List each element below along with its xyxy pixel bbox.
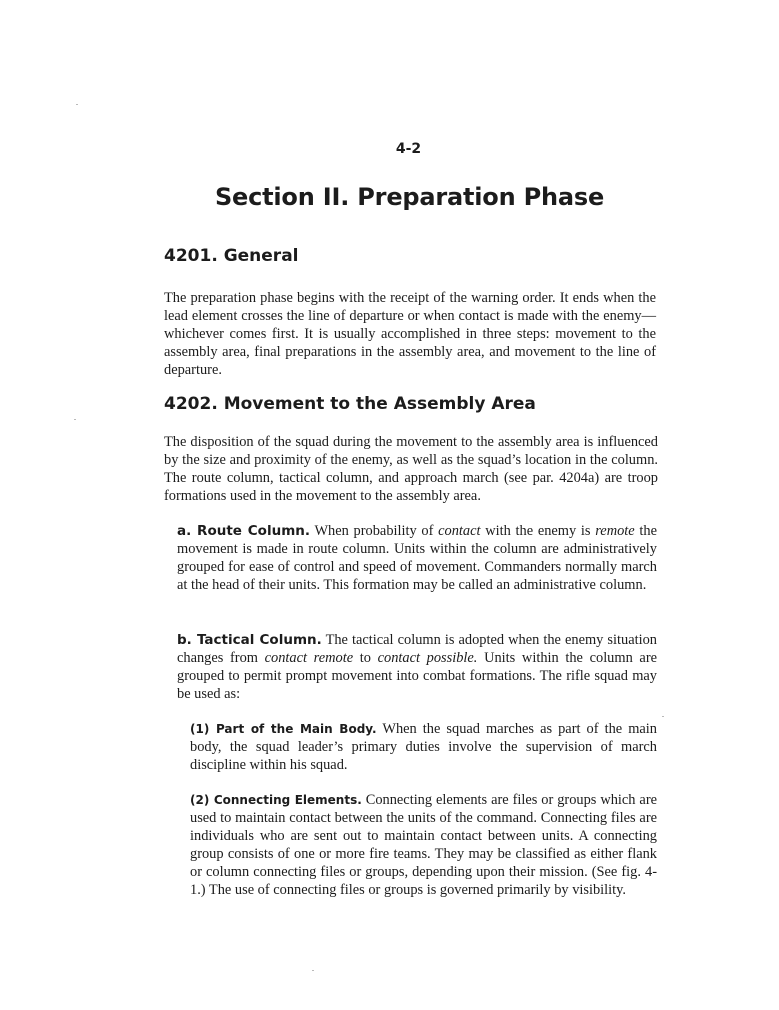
- heading-4201: 4201. General: [164, 246, 299, 266]
- route-column-label: a. Route Column.: [177, 523, 311, 539]
- scan-speck: [662, 716, 664, 717]
- connecting-elements-label: (2) Connecting Elements.: [190, 793, 362, 807]
- tactical-column-text-1: The tactical column is adopted when the enemy situation changes from: [177, 632, 657, 666]
- route-column-em-1: contact: [438, 523, 481, 539]
- route-column-text-1: When probability of: [310, 523, 439, 539]
- tactical-column-em-2: contact possible.: [377, 650, 478, 666]
- tactical-column-em-1: contact remote: [264, 650, 354, 666]
- main-body-label: (1) Part of the Main Body.: [190, 722, 377, 736]
- paragraph-4202: The disposition of the squad during the movement to the assembly area is influenced by the size and proximity of the enemy, as well as the squad’s location in the column. The route column, tactical column, and approach march (see par. 4204a) are troop formations used in the movement to the assembly area.: [164, 434, 658, 504]
- tactical-column-text-3: Units within the column are grouped to permit prompt movement into combat formations. The rifle squad may be used as:: [177, 650, 657, 702]
- paragraph-4201: The preparation phase begins with the receipt of the warning order. It ends when the lead element crosses the line of departure or when contact is made with the enemy—whichever comes first. It is usually accomplished in three steps: movement to the assembly area, final preparations in the assembly area, and movement to the line of departure.: [164, 290, 656, 378]
- tactical-column-label: b. Tactical Column.: [177, 632, 322, 648]
- item-part-of-main-body: [190, 720, 657, 774]
- subparagraph-tactical-column: [177, 631, 657, 703]
- item-connecting-elements: [190, 791, 657, 899]
- route-column-text-2: with the enemy is: [480, 523, 596, 539]
- scan-speck: [74, 419, 76, 420]
- route-column-em-2: remote: [595, 523, 635, 539]
- subparagraph-route-column: [177, 522, 657, 594]
- main-body-text: When the squad marches as part of the main body, the squad leader’s primary duties involve the supervision of march discipline within his squad.: [190, 721, 657, 773]
- scan-speck: [312, 970, 314, 971]
- route-column-text-3: the movement is made in route column. Units within the column are administratively grouped for ease of control and speed of movement. Commanders normally march at the head of their units. This formation may be called an administrative column.: [177, 523, 657, 593]
- section-title: Section II. Preparation Phase: [214, 183, 605, 211]
- scan-speck: [76, 104, 78, 105]
- tactical-column-text-2: to: [353, 650, 378, 666]
- page-number: 4-2: [395, 141, 422, 157]
- connecting-elements-text: Connecting elements are files or groups which are used to maintain contact between the units of the command. Connecting files are individuals who are sent out to maintain contact between units. A connecting group consists of one or more fire teams. They may be classified as either flank or column connecting files or groups, depending upon their mission. (See fig. 4-1.) The use of connecting files or groups is governed primarily by visibility.: [190, 792, 657, 898]
- heading-4202: 4202. Movement to the Assembly Area: [164, 394, 536, 414]
